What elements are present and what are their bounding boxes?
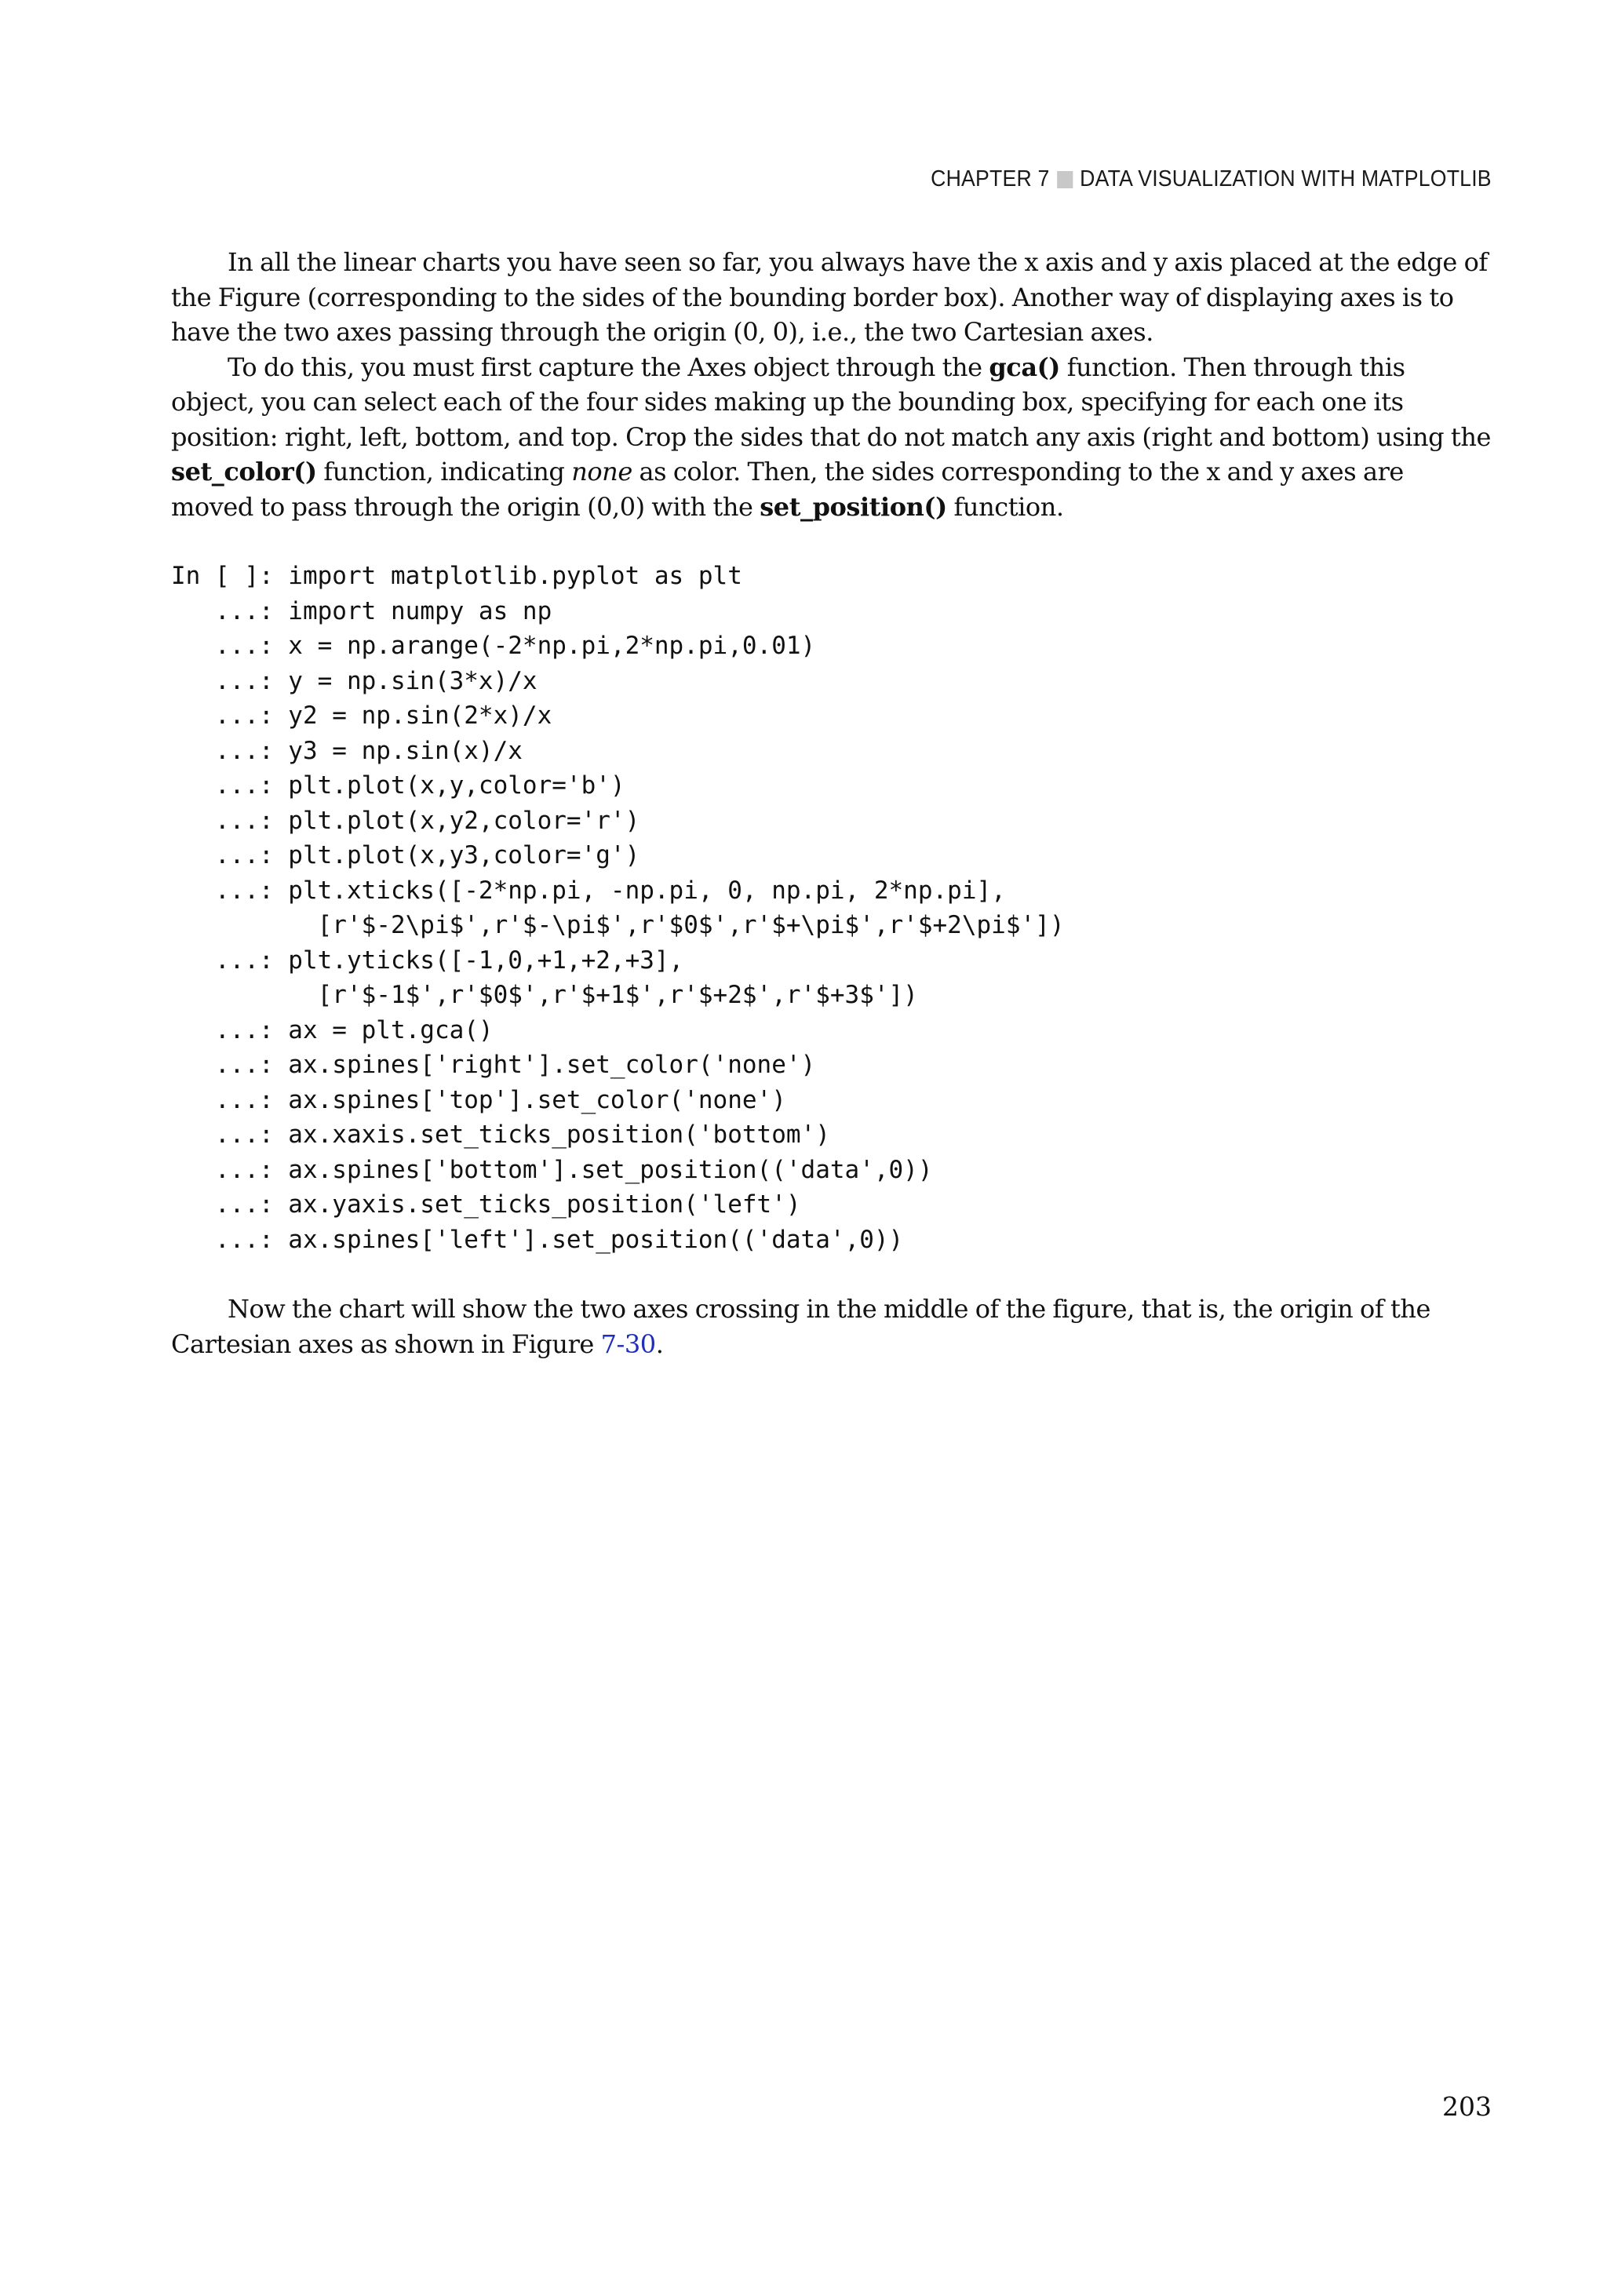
paragraph-outcome [171,1292,1492,1361]
code-line: ...: y2 = np.sin(2*x)/x [171,702,552,730]
figure-reference-link[interactable]: 7-30 [600,1328,656,1359]
page-body [171,245,1492,1361]
text-run: function. [946,491,1064,522]
function-name-set-position: set_position() [760,491,947,522]
page-number: 203 [1442,2091,1492,2122]
code-line: ...: plt.plot(x,y,color='b') [171,771,625,800]
text-run: . [655,1328,664,1359]
code-line: ...: ax.xaxis.set_ticks_position('bottom') [171,1121,830,1149]
text-run: function. Then through this object, you can select each of the four sides making up the bounding box, specifying for each one its position: right, left, bottom, and top. Crop the sides that do not match any axis (right and bottom) using the [171,352,1491,452]
code-line: ...: ax.yaxis.set_ticks_position('left') [171,1190,801,1219]
section-label: DATA VISUALIZATION WITH MATPLOTLIB [1080,166,1492,191]
code-line: ...: plt.plot(x,y3,color='g') [171,841,640,869]
chapter-label: CHAPTER 7 [931,166,1050,191]
text-run: To do this, you must first capture the Axes object through the [228,352,989,382]
code-line: ...: y3 = np.sin(x)/x [171,736,523,765]
header-separator-square [1057,171,1073,188]
paragraph-intro: In all the linear charts you have seen so far, you always have the x axis and y axis placed at the edge of the Figure (corresponding to the sides of the bounding border box). Another way of displaying axes is to have the two axes passing through the origin (0, 0), i.e., the two Cartesian axes. [171,247,1488,347]
running-header [931,166,1492,192]
italic-none: none [571,457,632,487]
code-line: ...: ax.spines['bottom'].set_position(('data',0)) [171,1155,933,1184]
code-line: In [ ]: import matplotlib.pyplot as plt [171,562,742,590]
code-line: ...: ax.spines['left'].set_position(('data',0)) [171,1225,904,1254]
code-line: ...: ax.spines['top'].set_color('none') [171,1085,786,1114]
text-run: as color. Then, the sides corresponding to the x and y axes are moved to pass through the origin (0,0) with the [171,457,1404,522]
code-line: ...: y = np.sin(3*x)/x [171,666,537,695]
code-line: [r'$-1$',r'$0$',r'$+1$',r'$+2$',r'$+3$']) [171,981,918,1009]
code-line: [r'$-2\pi$',r'$-\pi$',r'$0$',r'$+\pi$',r'$+2\pi$']) [171,911,1065,939]
code-line: ...: plt.yticks([-1,0,+1,+2,+3], [171,946,684,975]
code-line: ...: plt.xticks([-2*np.pi, -np.pi, 0, np.pi, 2*np.pi], [171,876,1006,905]
function-name-gca: gca() [989,352,1061,382]
text-run: Now the chart will show the two axes crossing in the middle of the figure, that is, the origin of the Cartesian axes as shown in Figure [171,1294,1431,1359]
function-name-set-color: set_color() [171,457,317,487]
code-line: ...: ax.spines['right'].set_color('none') [171,1051,816,1079]
code-listing [171,559,1492,1257]
code-line: ...: x = np.arange(-2*np.pi,2*np.pi,0.01) [171,632,816,660]
code-line: ...: plt.plot(x,y2,color='r') [171,806,640,835]
code-line: ...: ax = plt.gca() [171,1015,494,1044]
text-run: function, indicating [316,457,572,487]
code-line: ...: import numpy as np [171,596,552,625]
paragraph-instructions [171,350,1492,525]
